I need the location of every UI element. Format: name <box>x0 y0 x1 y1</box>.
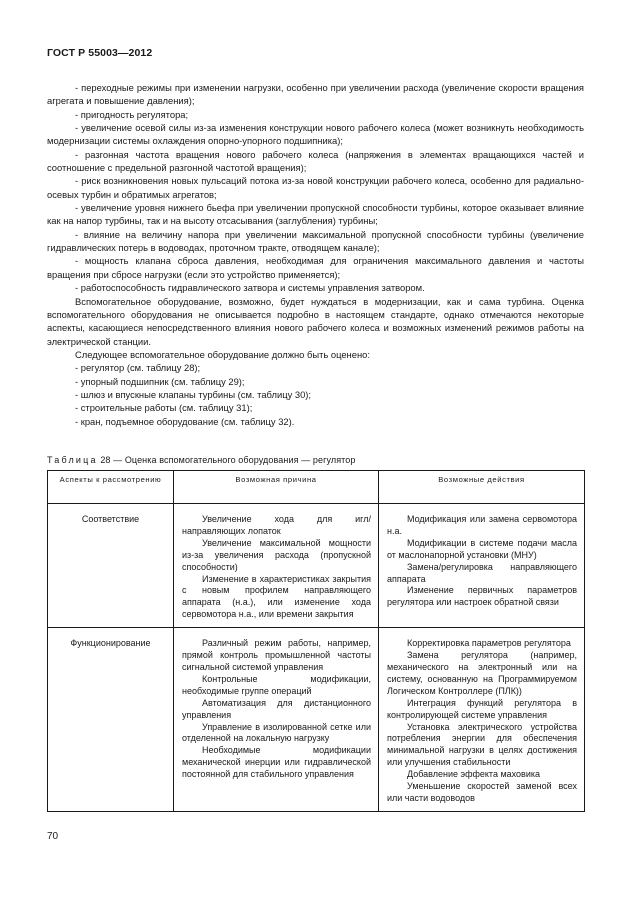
paragraph: - разгонная частота вращения нового рабочего колеса (напряжения в элементах вращающихся частей и соотношение с предельной разгонной частотой вращения); <box>47 148 584 174</box>
paragraph: - мощность клапана сброса давления, необходимая для ограничения максимального давления и частоты вращения при сбросе нагрузки (если это устройство применяется); <box>47 255 584 280</box>
paragraph: - кран, подъемное оборудование (см. таблицу 32). <box>75 415 295 427</box>
cause-item: Контрольные модификации, необходимые группе операций <box>182 673 371 696</box>
cause-item: Различный режим работы, например, прямой контроль промышленной частоты сигнальной системой управления <box>182 638 371 672</box>
cause-item: Необходимые модификации механической инерции или гидравлической постоянной для стабильного управления <box>182 745 371 780</box>
column-header-aspects: Аспекты к рассмотрению <box>48 471 174 504</box>
paragraph: - работоспособность гидравлического затвора и системы управления затвором. <box>75 282 425 294</box>
body-text <box>47 81 584 428</box>
aspect-cell: Соответствие <box>48 504 174 628</box>
paragraph: - регулятор (см. таблицу 28); <box>75 362 201 374</box>
table-caption <box>47 455 356 465</box>
cause-cell <box>174 628 379 812</box>
paragraph: - влияние на величину напора при увеличении максимальной пропускной способности турбины (увеличение гидравлических потерь в водоводах, проточном тракте, отводящем канале); <box>47 228 584 254</box>
action-item: Добавление эффекта маховика <box>407 769 541 780</box>
action-item: Замена регулятора (например, механического на электронный или на систему, основанную на Программируемом Логическом Контроллере (ПЛК)) <box>387 650 577 696</box>
paragraph: - увеличение осевой силы из-за изменения конструкции нового рабочего колеса (может возникнуть необходимость модернизации системы охлаждения опорно-упорного подшипника); <box>47 122 584 147</box>
action-item: Модификация или замена сервомотора н.а. <box>387 514 577 536</box>
action-item: Установка электрического устройства потребления энергии для обеспечения минимальной нагрузки в целях достижения или улучшения стабильности <box>387 721 577 768</box>
document-header: ГОСТ Р 55003—2012 <box>47 47 153 59</box>
table-row <box>48 628 585 812</box>
cause-item: Увеличение максимальной мощности из-за увеличения расхода (пропускной способности) <box>182 537 371 572</box>
cause-cell <box>174 504 379 628</box>
action-item: Корректировка параметров регулятора <box>407 638 571 649</box>
paragraph: - увеличение уровня нижнего бьефа при увеличении пропускной способности турбины, которое оказывает влияние как на напор турбины, так и на высоту отсасывания (заглубления) турбины; <box>47 202 584 227</box>
page-number: 70 <box>47 831 59 842</box>
aspect-cell: Функционирование <box>48 628 174 812</box>
paragraph: - строительные работы (см. таблицу 31); <box>75 402 253 414</box>
paragraph: - риск возникновения новых пульсаций потока из-за новой конструкции рабочего колеса, особенно для радиально-осевых турбин и обратимых агрегатов; <box>47 175 584 200</box>
action-item: Изменение первичных параметров регулятора или настроек обратной связи <box>387 585 577 608</box>
cause-item: Управление в изолированной сетке или отделенной на локальную нагрузку <box>182 721 371 744</box>
table-header-row <box>48 471 585 504</box>
assessment-table <box>47 470 585 812</box>
action-item: Уменьшение скоростей заменой всех или части водоводов <box>387 781 577 803</box>
table-caption-title: 28 — Оценка вспомогательного оборудования — регулятор <box>100 455 356 465</box>
column-header-cause: Возможная причина <box>174 471 379 504</box>
table-caption-label: Таблица <box>47 455 98 465</box>
paragraph: - переходные режимы при изменении нагрузки, особенно при увеличении расхода (увеличение скорости вращения агрегата и повышение давления); <box>47 82 584 107</box>
paragraph: Следующее вспомогательное оборудование должно быть оценено: <box>75 348 370 360</box>
paragraph: - упорный подшипник (см. таблицу 29); <box>75 375 245 387</box>
action-cell <box>379 504 585 628</box>
action-item: Замена/регулировка направляющего аппарата <box>387 561 577 584</box>
table-row <box>48 504 585 628</box>
paragraph: Вспомогательное оборудование, возможно, будет нуждаться в модернизации, как и сама турбина. Оценка вспомогательного оборудования не описывается подробно в настоящем стандарте, однако отмечаются некоторые аспекты, касающиеся непосредственного влияния нового рабочего колеса и возможных изменений режимов работы на электрической станции. <box>47 295 584 347</box>
action-item: Интеграция функций регулятора в контролирующей системе управления <box>387 697 577 720</box>
paragraph: - шлюз и впускные клапаны турбины (см. таблицу 30); <box>75 388 312 400</box>
paragraph: - пригодность регулятора; <box>75 108 189 120</box>
cause-item: Изменение в характеристиках закрытия с новым профилем направляющего аппарата (н.а.), или изменение хода сервомотора н.а., или времени закрытия <box>182 573 371 620</box>
column-header-actions: Возможные действия <box>379 471 585 504</box>
action-item: Модификации в системе подачи масла от маслонапорной установки (МНУ) <box>387 537 577 560</box>
action-cell <box>379 628 585 812</box>
cause-item: Увеличение хода для игл/направляющих лопаток <box>182 514 371 536</box>
cause-item: Автоматизация для дистанционного управления <box>182 697 371 720</box>
